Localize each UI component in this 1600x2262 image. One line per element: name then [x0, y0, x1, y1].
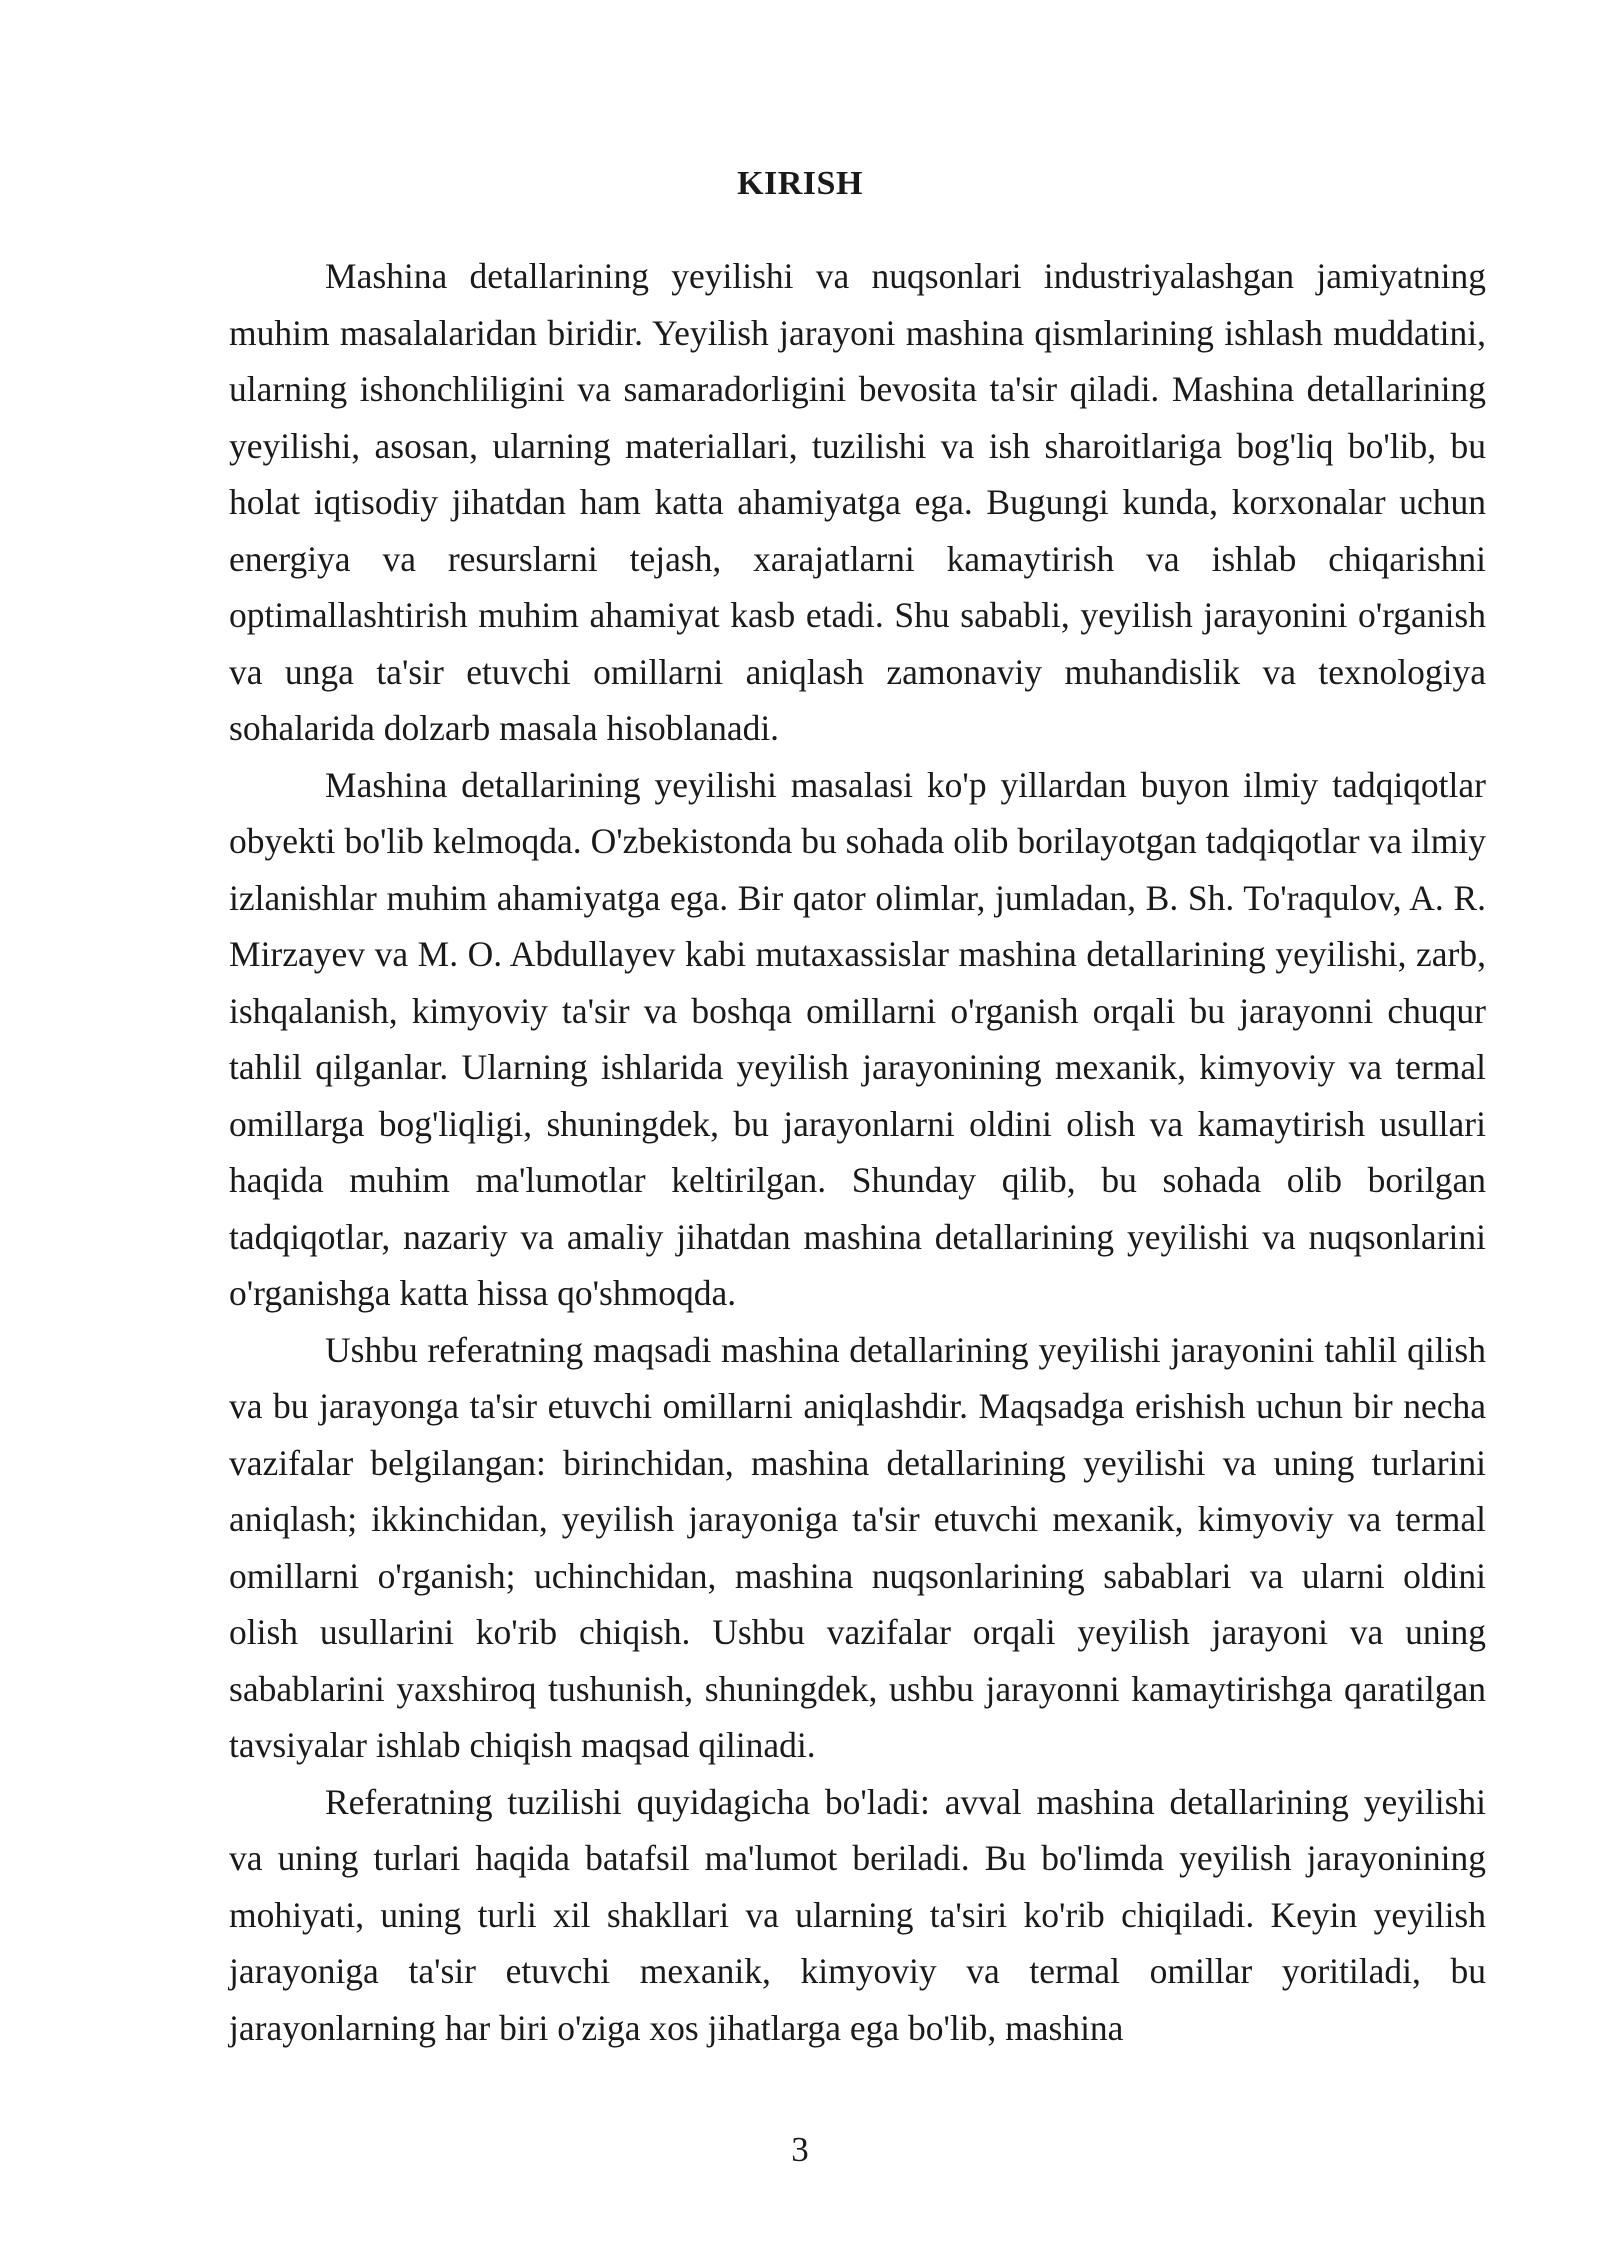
- page-number: 3: [791, 2130, 809, 2169]
- paragraph-1: Mashina detallarining yeyilishi va nuqsonlari industriyalashgan jamiyatning muhim masalalaridan biridir. Yeyilish jarayoni mashina qismlarining ishlash muddatini, ularning ishonchliligini va samaradorligini bevosita ta'sir qiladi. Mashina detallarining yeyilishi, asosan, ularning materiallari, tuzilishi va ish sharoitlariga bog'liq bo'lib, bu holat iqtisodiy jihatdan ham katta ahamiyatga ega. Bugungi kunda, korxonalar uchun energiya va resurslarni tejash, xarajatlarni kamaytirish va ishlab chiqarishni optimallashtirish muhim ahamiyat kasb etadi. Shu sababli, yeyilish jarayonini o'rganish va unga ta'sir etuvchi omillarni aniqlash zamonaviy muhandislik va texnologiya sohalarida dolzarb masala hisoblanadi.: [229, 256, 1486, 748]
- page-title: KIRISH: [737, 165, 863, 202]
- body-text: [229, 248, 1486, 2056]
- paragraph-2: Mashina detallarining yeyilishi masalasi ko'p yillardan buyon ilmiy tadqiqotlar obyekti bo'lib kelmoqda. O'zbekistonda bu sohada olib borilayotgan tadqiqotlar va ilmiy izlanishlar muhim ahamiyatga ega. Bir qator olimlar, jumladan, B. Sh. To'raqulov, A. R. Mirzayev va M. O. Abdullayev kabi mutaxassislar mashina detallarining yeyilishi, zarb, ishqalanish, kimyoviy ta'sir va boshqa omillarni o'rganish orqali bu jarayonni chuqur tahlil qilganlar. Ularning ishlarida yeyilish jarayonining mexanik, kimyoviy va termal omillarga bog'liqligi, shuningdek, bu jarayonlarni oldini olish va kamaytirish usullari haqida muhim ma'lumotlar keltirilgan. Shunday qilib, bu sohada olib borilgan tadqiqotlar, nazariy va amaliy jihatdan mashina detallarining yeyilishi va nuqsonlarini o'rganishga katta hissa qo'shmoqda.: [229, 764, 1486, 1313]
- paragraph-3: Ushbu referatning maqsadi mashina detallarining yeyilishi jarayonini tahlil qilish va bu jarayonga ta'sir etuvchi omillarni aniqlashdir. Maqsadga erishish uchun bir necha vazifalar belgilangan: birinchidan, mashina detallarining yeyilishi va uning turlarini aniqlash; ikkinchidan, yeyilish jarayoniga ta'sir etuvchi mexanik, kimyoviy va termal omillarni o'rganish; uchinchidan, mashina nuqsonlarining sabablari va ularni oldini olish usullarini ko'rib chiqish. Ushbu vazifalar orqali yeyilish jarayoni va uning sabablarini yaxshiroq tushunish, shuningdek, ushbu jarayonni kamaytirishga qaratilgan tavsiyalar ishlab chiqish maqsad qilinadi.: [229, 1329, 1486, 1765]
- paragraph-4: Referatning tuzilishi quyidagicha bo'ladi: avval mashina detallarining yeyilishi va uning turlari haqida batafsil ma'lumot beriladi. Bu bo'limda yeyilish jarayonining mohiyati, uning turli xil shakllari va ularning ta'siri ko'rib chiqiladi. Keyin yeyilish jarayoniga ta'sir etuvchi mexanik, kimyoviy va termal omillar yoritiladi, bu jarayonlarning har biri o'ziga xos jihatlarga ega bo'lib, mashina: [229, 1781, 1486, 2048]
